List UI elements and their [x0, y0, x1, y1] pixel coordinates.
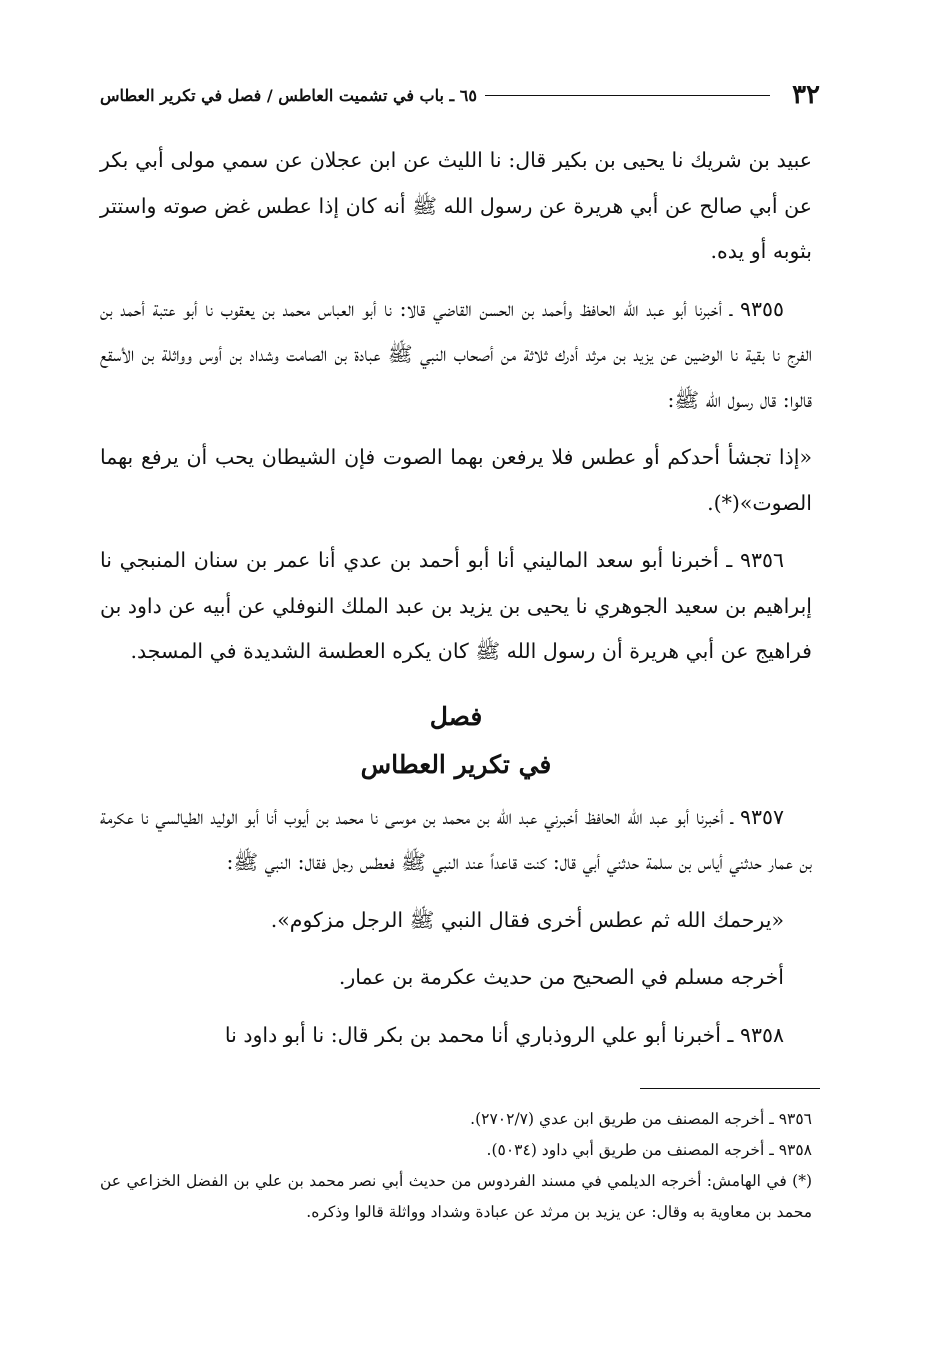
section-heading-line1: فصل	[429, 701, 483, 731]
hadith-9358: ٩٣٥٨ ـ أخبرنا أبو علي الروذباري أنا محمد بن بكر قال: نا أبو داود نا	[224, 1022, 784, 1047]
footnotes	[100, 1104, 812, 1228]
hadith-quote: «إذا تجشأ أحدكم أو عطس فلا يرفعن بهما الصوت فإن الشيطان يحب أن يرفع بهما الصوت»(*).	[100, 445, 812, 515]
running-title: ٦٥ ـ باب في تشميت العاطس / فصل في تكرير العطاس	[100, 85, 477, 105]
hadith-9357: ٩٣٥٧ ـ أخبرنا أبو عبد الله الحافظ أخبرني عبد الله بن محمد بن موسى نا محمد بن أيوب أنا أبو الوليد الطيالسي نا عكرمة بن عمار حدثني أياس بن سلمة حدثني أبي قال: كنت قاعداً عند النبي ﷺ فعطس رجل فقال: النبي ﷺ:	[100, 804, 812, 874]
main-text	[100, 138, 812, 1070]
section-heading-line2: في تكرير العطاس	[360, 749, 552, 779]
hadith-9355: ٩٣٥٥ ـ أخبرنا أبو عبد الله الحافظ وأحمد بن الحسن القاضي قالا: نا أبو العباس محمد بن يعقوب نا أبو عتبة أحمد بن الفرج نا بقية نا الوضين عن يزيد بن مرثد أدرك ثلاثة من أصحاب النبي ﷺ عبادة بن الصامت وشداد بن أوس وواثلة بن الأسقع قالوا: قال رسول الله ﷺ:	[100, 296, 812, 412]
takhrij-note: أخرجه مسلم في الصحيح من حديث عكرمة بن عمار.	[338, 965, 784, 989]
section-heading	[100, 693, 812, 789]
header-rule	[485, 95, 770, 96]
page-number: ٣٢	[792, 80, 820, 110]
footnote-rule	[640, 1088, 820, 1089]
page-header	[100, 78, 820, 112]
footnote-9358: ٩٣٥٨ ـ أخرجه المصنف من طريق أبي داود (٥٠٣٤).	[486, 1141, 812, 1159]
paragraph-continuation: عبيد بن شريك نا يحيى بن بكير قال: نا الليث عن ابن عجلان عن سمي مولى أبي بكر عن أبي صالح عن أبي هريرة عن رسول الله ﷺ أنه كان إذا عطس غض صوته واستتر بثوبه أو يده.	[100, 148, 812, 263]
hadith-9356: ٩٣٥٦ ـ أخبرنا أبو سعد الماليني أنا أبو أحمد بن عدي أنا عمر بن سنان المنبجي نا إبراهيم بن سعيد الجوهري نا يحيى بن يزيد بن عبد الملك النوفلي عن أبيه عن داود بن فراهيج عن أبي هريرة أن رسول الله ﷺ كان يكره العطسة الشديدة في المسجد.	[100, 548, 812, 663]
footnote-9356: ٩٣٥٦ ـ أخرجه المصنف من طريق ابن عدي (٢٧٠٢/٧).	[470, 1110, 812, 1128]
hadith-quote-2: «يرحمك الله ثم عطس أخرى فقال النبي ﷺ الرجل مزكوم».	[270, 907, 784, 932]
footnote-margin: (*) في الهامش: أخرجه الديلمي في مسند الفردوس من حديث أبي نصر محمد بن علي بن الفضل الخزاعي عن محمد بن معاوية به وقال: عن يزيد بن مرثد عن عبادة وشداد وواثلة قالوا وذكره.	[100, 1172, 812, 1221]
